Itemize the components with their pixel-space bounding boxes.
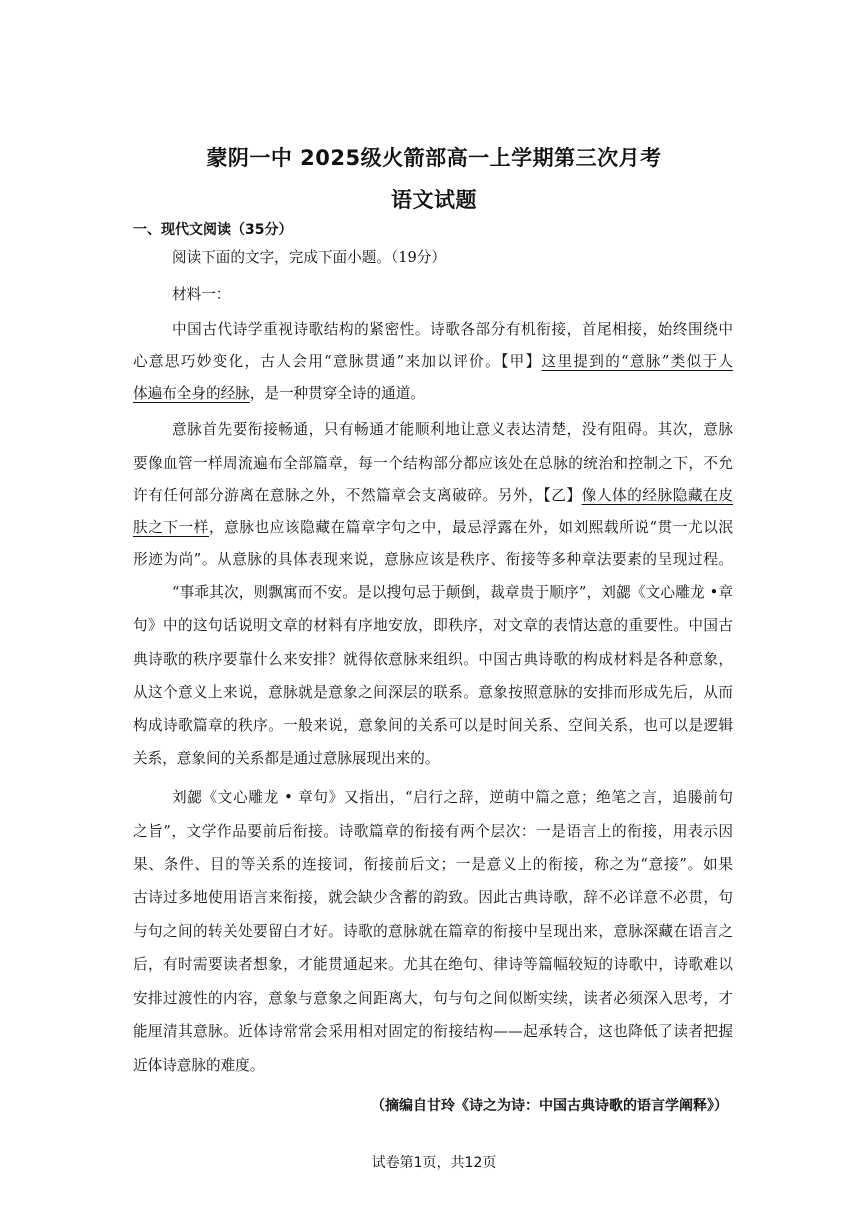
paragraph-3-line: 典诗歌的秩序要靠什么来安排？就得依意脉来组织。中国古典诗歌的构成材料是各种意象， — [133, 651, 733, 668]
paragraph-1-line — [133, 352, 733, 372]
paragraph-3-line: 从这个意义上来说，意脉就是意象之间深层的联系。意象按照意脉的安排而形成先后，从而 — [133, 684, 733, 701]
instruction: 阅读下面的文字，完成下面小题。（19分） — [172, 249, 446, 266]
page-footer: 试卷第1页，共12页 — [371, 1155, 497, 1171]
paragraph-3-line: “事乖其次，则飘寓而不安。是以搜句忌于颠倒，裁章贵于顺序”，刘勰《文心雕龙 •章 — [172, 584, 733, 601]
text-run: ，意脉也应该隐藏在篇章字句之中，最忌浮露在外，如刘熙载所说“贯一尤以泯 — [208, 519, 733, 536]
underlined-sentence-yi-cont: 肤之下一样 — [133, 519, 209, 536]
paragraph-2-line: 要像血管一样周流遍布全部篇章，每一个结构部分都应该处在总脉的统治和控制之下，不允 — [133, 455, 733, 472]
section-heading: 一、现代文阅读（35分） — [133, 222, 293, 238]
text-run: 心意思巧妙变化，古人会用“意脉贯通”来加以评价。【甲】 — [133, 353, 542, 370]
paragraph-1-line: 中国古代诗学重视诗歌结构的紧密性。诗歌各部分有机衔接，首尾相接，始终围绕中 — [172, 321, 733, 338]
paragraph-3-line: 句》中的这句话说明文章的材料有序地安放，即秩序，对文章的表情达意的重要性。中国古 — [133, 617, 733, 634]
paragraph-2-line: 意脉首先要衔接畅通，只有畅通才能顺利地让意义表达清楚，没有阻碍。其次，意脉 — [172, 421, 733, 438]
text-run: 许有任何部分游离在意脉之外，不然篇章会支离破碎。另外，【乙】 — [133, 487, 582, 504]
paragraph-4-line: 能厘清其意脉。近体诗常常会采用相对固定的衔接结构——起承转合，这也降低了读者把握 — [133, 1023, 733, 1040]
paragraph-2-line — [133, 518, 733, 538]
paragraph-2-line: 形迹为尚”。从意脉的具体表现来说，意脉应该是秩序、衔接等多种章法要素的呈现过程。 — [133, 551, 733, 568]
paragraph-4-line: 古诗过多地使用语言来衔接，就会缺少含蓄的韵致。因此古典诗歌，辞不必详意不必贯，句 — [133, 889, 733, 906]
paragraph-4-line: 果、条件、目的等关系的连接词，衔接前后文；一是意义上的衔接，称之为“意接”。如果 — [133, 856, 733, 873]
underlined-sentence-jia: 这里提到的“意脉”类似于人 — [541, 353, 733, 370]
exam-subtitle: 语文试题 — [391, 188, 477, 212]
underlined-sentence-yi: 像人体的经脉隐藏在皮 — [581, 487, 733, 504]
paragraph-1-line — [133, 384, 733, 404]
paragraph-4-line: 安排过渡性的内容，意象与意象之间距离大，句与句之间似断实续，读者必须深入思考，才 — [133, 990, 733, 1007]
paragraph-2-line — [133, 486, 733, 506]
text-run: ，是一种贯穿全诗的通道。 — [249, 385, 425, 402]
material-label: 材料一： — [172, 286, 231, 303]
paragraph-4-line: 近体诗意脉的难度。 — [133, 1057, 265, 1074]
paragraph-4-line: 后，有时需要读者想象，才能贯通起来。尤其在绝句、律诗等篇幅较短的诗歌中，诗歌难以 — [133, 956, 733, 973]
exam-title: 蒙阴一中 2025级火箭部高一上学期第三次月考 — [206, 146, 662, 170]
paragraph-3-line: 关系，意象间的关系都是通过意脉展现出来的。 — [133, 750, 440, 767]
paragraph-4-line: 与句之间的转关处要留白才好。诗歌的意脉就在篇章的衔接中呈现出来，意脉深藏在语言之 — [133, 923, 733, 940]
paragraph-4-line: 刘勰《文心雕龙 • 章句》又指出，“启行之辞，逆萌中篇之意；绝笔之言，追媵前句 — [172, 789, 733, 806]
paragraph-4-line: 之旨”，文学作品要前后衔接。诗歌篇章的衔接有两个层次：一是语言上的衔接，用表示因 — [133, 823, 733, 840]
paragraph-3-line: 构成诗歌篇章的秩序。一般来说，意象间的关系可以是时间关系、空间关系，也可以是逻辑 — [133, 717, 733, 734]
underlined-sentence-jia-cont: 体遍布全身的经脉 — [133, 385, 250, 402]
source-citation: （摘编自甘玲《诗之为诗：中国古典诗歌的语言学阐释》） — [371, 1098, 728, 1114]
